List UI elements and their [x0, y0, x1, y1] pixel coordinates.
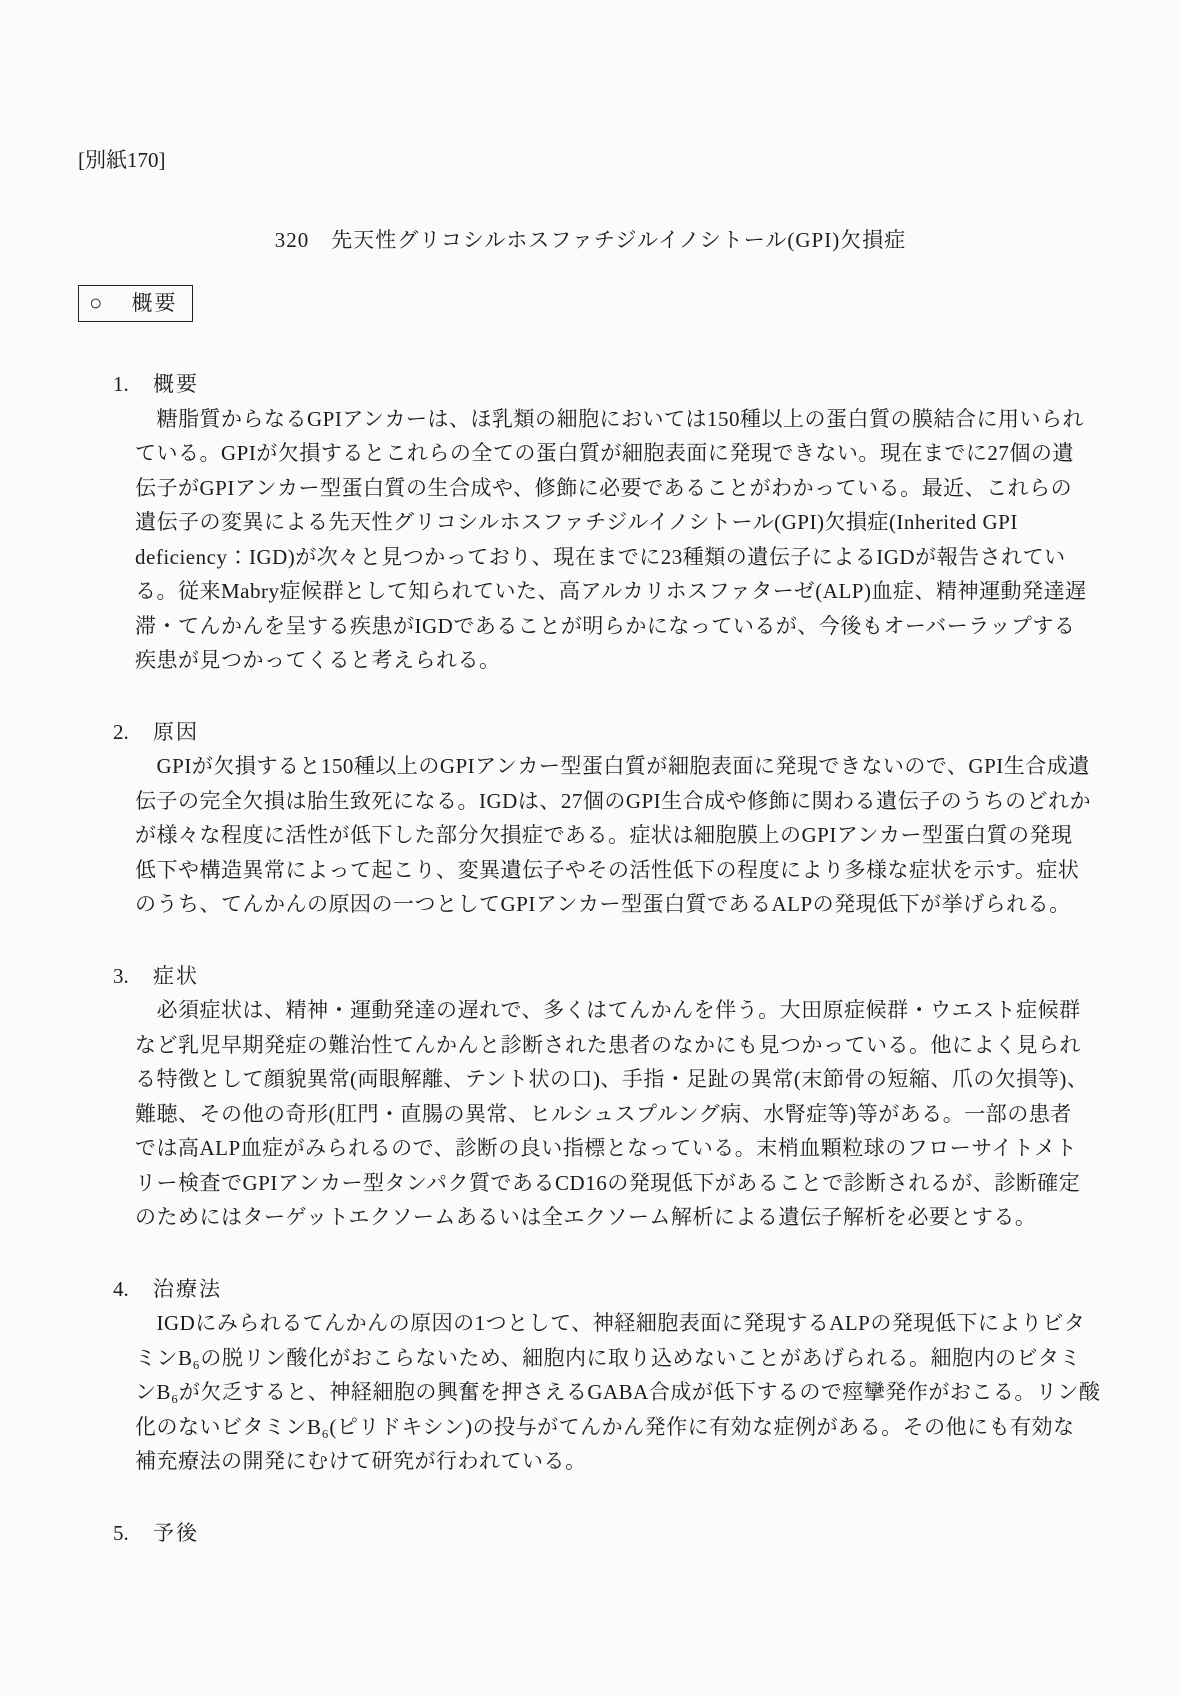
text-line: 必須症状は、精神・運動発達の遅れで、多くはてんかんを伴う。大田原症候群・ウエスト症候群 [135, 998, 1081, 1022]
section-number: 2. [113, 719, 129, 744]
text-line: など乳児早期発症の難治性てんかんと診断された患者のなかにも見つかっている。他によく見られ [135, 1032, 1081, 1057]
text-line: IGDにみられるてんかんの原因の1つとして、神経細胞表面に発現するALPの発現低下によりビタ [135, 1311, 1086, 1335]
section-number: 4. [113, 1276, 129, 1301]
text-line: が様々な程度に活性が低下した部分欠損症である。症状は細胞膜上のGPIアンカー型蛋白質の発現 [135, 823, 1073, 847]
text-line: のうち、てんかんの原因の一つとしてGPIアンカー型蛋白質であるALPの発現低下が挙げられる。 [135, 892, 1071, 916]
text-line: deficiency：IGD)が次々と見つかっており、現在までに23種類の遺伝子によるIGDが報告されてい [135, 544, 1066, 569]
section-body [0, 402, 1181, 678]
text-line: 低下や構造異常によって起こり、変異遺伝子やその活性低下の程度により多様な症状を示す。症状 [135, 857, 1080, 882]
section-symptoms [0, 959, 1181, 1235]
section-number: 3. [113, 963, 129, 988]
text-line: ミンB₆の脱リン酸化がおこらないため、細胞内に取り込めないことがあげられる。細胞内のビタミ [135, 1345, 1081, 1370]
section-title: 予後 [153, 1520, 199, 1545]
section-heading [0, 959, 1181, 994]
sections-container [0, 367, 1181, 1550]
section-title: 原因 [153, 719, 199, 744]
section-heading [0, 715, 1181, 750]
text-line: GPIが欠損すると150種以上のGPIアンカー型蛋白質が細胞表面に発現できないので、GPI生合成遺 [135, 754, 1090, 778]
section-prognosis [0, 1516, 1181, 1551]
section-heading [0, 1516, 1181, 1551]
section-heading [0, 1272, 1181, 1307]
section-body [0, 1306, 1181, 1479]
text-line: のためにはターゲットエクソームあるいは全エクソーム解析による遺伝子解析を必要とする。 [135, 1205, 1037, 1229]
text-line: 疾患が見つかってくると考えられる。 [135, 648, 501, 672]
attachment-label: [別紙170] [78, 148, 166, 172]
section-cause [0, 715, 1181, 922]
text-line: 伝子の完全欠損は胎生致死になる。IGDは、27個のGPI生合成や修飾に関わる遺伝子のうちのどれか [135, 788, 1092, 813]
text-line: 補充療法の開発にむけて研究が行われている。 [135, 1449, 587, 1473]
text-line: では高ALP血症がみられるので、診断の良い指標となっている。末梢血顆粒球のフローサイトメト [135, 1136, 1078, 1160]
section-number: 1. [113, 372, 129, 396]
section-body [0, 749, 1181, 922]
text-line: る特徴として顔貌異常(両眼解離、テント状の口)、手指・足趾の異常(末節骨の短縮、爪の欠損等)、 [135, 1067, 1089, 1091]
section-treatment [0, 1272, 1181, 1479]
text-line: 難聴、その他の奇形(肛門・直腸の異常、ヒルシュスプルング病、水腎症等)等がある。一部の患者 [135, 1101, 1072, 1126]
section-heading [0, 367, 1181, 402]
text-line: ている。GPIが欠損するとこれらの全ての蛋白質が細胞表面に発現できない。現在までに27個の遺 [135, 441, 1074, 465]
text-line: 伝子がGPIアンカー型蛋白質の生合成や、修飾に必要であることがわかっている。最近、これらの [135, 475, 1073, 500]
section-body [0, 993, 1181, 1235]
section-title: 概要 [153, 372, 199, 396]
section-overview [0, 367, 1181, 678]
overview-box-label: 概要 [131, 291, 178, 315]
overview-box-wrap [78, 285, 1181, 322]
text-line: る。従来Mabry症候群として知られていた、高アルカリホスファターゼ(ALP)血症、精神運動発達遅 [135, 579, 1087, 603]
text-line: 化のないビタミンB₆(ピリドキシン)の投与がてんかん発作に有効な症例がある。その他にも有効な [135, 1414, 1075, 1439]
section-title: 症状 [153, 963, 199, 988]
text-line: 遺伝子の変異による先天性グリコシルホスファチジルイノシトール(GPI)欠損症(Inherited GPI [135, 510, 1018, 534]
text-line: ンB₆が欠乏すると、神経細胞の興奮を押さえるGABA合成が低下するので痙攣発作がおこる。リン酸 [135, 1380, 1101, 1404]
section-number: 5. [113, 1520, 129, 1545]
section-title: 治療法 [153, 1276, 222, 1301]
text-line: リー検査でGPIアンカー型タンパク質であるCD16の発現低下があることで診断されるが、診断確定 [135, 1170, 1081, 1195]
overview-box [78, 285, 193, 322]
document-title: 320 先天性グリコシルホスファチジルイノシトール(GPI)欠損症 [274, 228, 907, 252]
text-line: 糖脂質からなるGPIアンカーは、ほ乳類の細胞においては150種以上の蛋白質の膜結合に用いられ [135, 406, 1084, 431]
text-line: 滞・てんかんを呈する疾患がIGDであることが明らかになっているが、今後もオーバーラップする [135, 613, 1076, 638]
circle-marker-icon: ○ [89, 290, 103, 315]
